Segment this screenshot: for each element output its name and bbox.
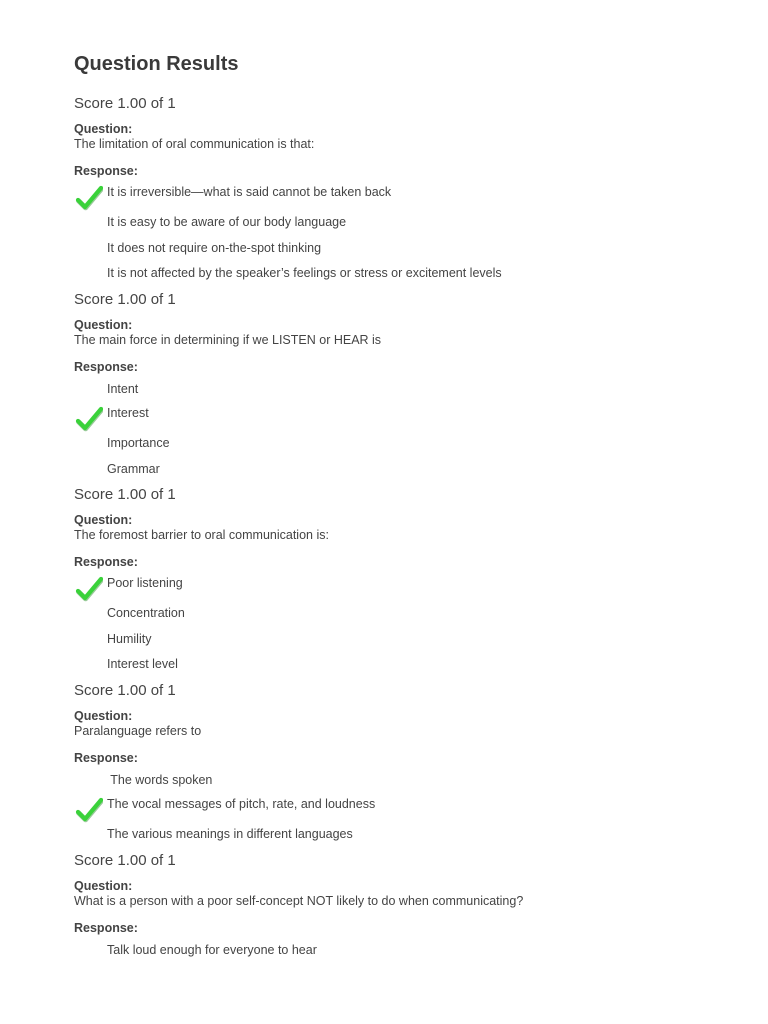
question-block bbox=[74, 95, 734, 281]
response-label: Response: bbox=[74, 359, 138, 374]
answer-text: Interest bbox=[107, 406, 149, 420]
question-text: Paralanguage refers to bbox=[74, 723, 202, 738]
score-text: Score 1.00 of 1 bbox=[74, 95, 176, 112]
score-text: Score 1.00 of 1 bbox=[74, 290, 176, 308]
answer-option bbox=[74, 826, 734, 842]
question-text: The foremost barrier to oral communication is: bbox=[74, 528, 329, 542]
answer-text: The words spoken bbox=[107, 772, 213, 787]
answer-option bbox=[74, 461, 734, 477]
answer-text: Humility bbox=[107, 631, 152, 646]
answer-text: Interest level bbox=[107, 657, 178, 671]
question-text: The limitation of oral communication is that: bbox=[74, 137, 315, 151]
question-block bbox=[74, 852, 734, 958]
answer-text: Intent bbox=[107, 381, 139, 396]
answer-text: Importance bbox=[107, 436, 170, 450]
answer-text: It is not affected by the speaker’s feelings or stress or excitement levels bbox=[107, 266, 502, 280]
response-label: Response: bbox=[74, 555, 138, 569]
answer-text: Talk loud enough for everyone to hear bbox=[107, 942, 317, 957]
answer-text: Poor listening bbox=[107, 576, 183, 590]
answer-list bbox=[74, 576, 734, 672]
answer-option bbox=[74, 381, 734, 397]
answer-list bbox=[74, 772, 734, 843]
answer-option-correct bbox=[74, 406, 734, 426]
score-text: Score 1.00 of 1 bbox=[74, 681, 176, 699]
answer-text: The various meanings in different languages bbox=[107, 827, 353, 841]
question-text: What is a person with a poor self-concept NOT likely to do when communicating? bbox=[74, 893, 524, 908]
question-label: Question: bbox=[74, 708, 133, 723]
answer-text: The vocal messages of pitch, rate, and loudness bbox=[107, 797, 376, 811]
answer-text: It is easy to be aware of our body language bbox=[107, 215, 347, 229]
question-label: Question: bbox=[74, 513, 133, 527]
answer-list bbox=[74, 942, 734, 958]
checkmark-icon bbox=[75, 406, 103, 432]
question-block bbox=[74, 682, 734, 843]
response-label: Response: bbox=[74, 164, 138, 178]
answer-option bbox=[74, 435, 734, 451]
answer-option-correct bbox=[74, 797, 734, 817]
answer-option-correct bbox=[74, 185, 734, 205]
question-label: Question: bbox=[74, 878, 133, 893]
answer-text: It does not require on-the-spot thinking bbox=[107, 240, 322, 255]
answer-list bbox=[74, 381, 734, 477]
checkmark-icon bbox=[75, 185, 103, 211]
question-block bbox=[74, 486, 734, 672]
response-label: Response: bbox=[74, 750, 138, 765]
checkmark-icon bbox=[75, 797, 103, 823]
question-list bbox=[74, 95, 734, 958]
question-text: The main force in determining if we LISTEN or HEAR is bbox=[74, 332, 382, 347]
checkmark-icon bbox=[75, 576, 103, 602]
answer-list bbox=[74, 185, 734, 281]
answer-text: Concentration bbox=[107, 606, 185, 620]
answer-option bbox=[74, 942, 734, 958]
score-text: Score 1.00 of 1 bbox=[74, 486, 176, 503]
page-title: Question Results bbox=[74, 53, 239, 75]
answer-option bbox=[74, 656, 734, 672]
answer-option bbox=[74, 631, 734, 647]
question-label: Question: bbox=[74, 317, 133, 332]
score-text: Score 1.00 of 1 bbox=[74, 851, 176, 869]
answer-text: Grammar bbox=[107, 461, 160, 476]
answer-option-correct bbox=[74, 576, 734, 596]
answer-option bbox=[74, 265, 734, 281]
answer-text: It is irreversible—what is said cannot be taken back bbox=[107, 185, 392, 199]
question-results-page bbox=[74, 52, 734, 967]
answer-option bbox=[74, 240, 734, 256]
response-label: Response: bbox=[74, 920, 138, 935]
answer-option bbox=[74, 605, 734, 621]
question-block bbox=[74, 291, 734, 477]
question-label: Question: bbox=[74, 122, 133, 136]
answer-option bbox=[74, 214, 734, 230]
answer-option bbox=[74, 772, 734, 788]
